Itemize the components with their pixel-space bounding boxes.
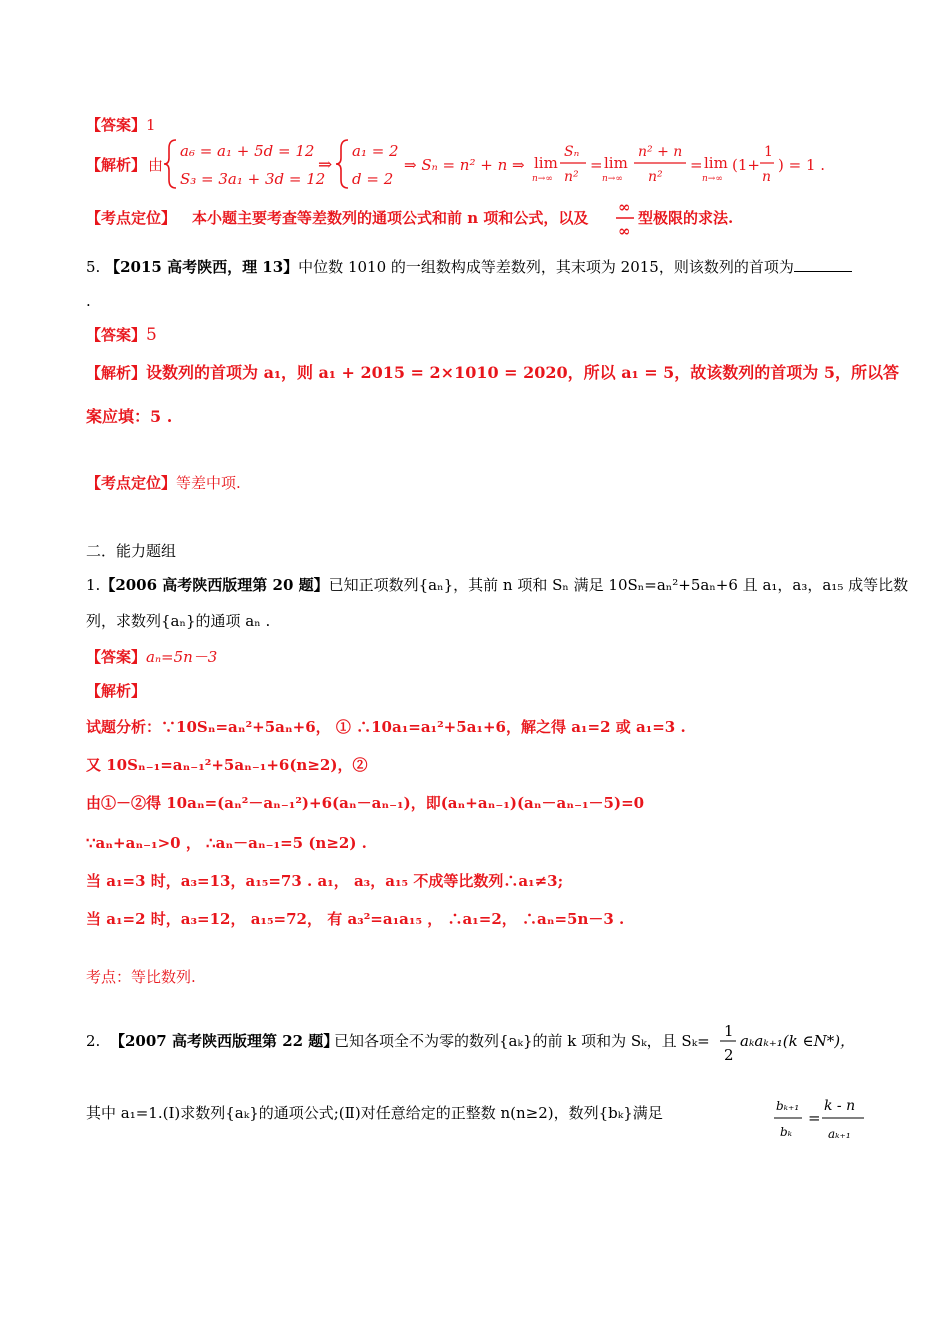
q2-text1-tail: aₖaₖ₊₁(k ∈N*)， — [740, 1032, 856, 1050]
q1-analysis-step: 当 a₁=3 时，a₃=13，a₁₅=73 . a₁， a₃，a₁₅ 不成等比数列∴a₁≠3; — [86, 872, 564, 890]
q5-kaodian-line — [86, 472, 890, 493]
analysis-line-1 — [86, 134, 886, 194]
kaodian-frac-num: ∞ — [618, 198, 631, 216]
section-title-text: 二．能力题组 — [86, 542, 177, 560]
left-brace-1 — [164, 140, 176, 188]
equals-2: = — [690, 156, 703, 174]
frac1-num: Sₙ — [564, 144, 580, 160]
frac2-num: n² + n — [638, 144, 683, 160]
kaodian-frac-den: ∞ — [618, 222, 631, 240]
frac2-den: n² — [648, 169, 663, 185]
q1-kaodian: 考点：等比数列. — [86, 968, 196, 986]
q1-answer-line — [86, 646, 890, 667]
answer-value: 1 — [146, 116, 156, 134]
q5-analysis-tag: 【解析】 — [86, 364, 147, 382]
frac3-den: n — [762, 169, 772, 185]
lim-word-1: lim — [534, 154, 558, 172]
q1-analysis-step: 由①－②得 10aₙ=(aₙ²－aₙ₋₁²)+6(aₙ－aₙ₋₁)，即(aₙ+aₙ₋₁)(aₙ－aₙ₋₁－5)=0 — [86, 794, 645, 812]
q5-source: 【2015 高考陕西，理 13】 — [105, 258, 299, 276]
q1-analysis-tag: 【解析】 — [86, 682, 147, 700]
q5-analysis-text1: 设数列的首项为 a₁，则 a₁ + 2015 = 2×1010 = 2020，所以 a₁ = 5，故该数列的首项为 5，所以答 — [146, 363, 900, 382]
q2-formula-1 — [86, 1020, 886, 1070]
q1-stem-line2 — [86, 610, 890, 631]
q1-analysis-step: 当 a₁=2 时，a₃=12， a₁₅=72， 有 a₃²=a₁a₁₅ ， ∴a₁=2， ∴aₙ=5n－3 . — [86, 910, 625, 928]
implies-arrow-1: ⇒ — [318, 155, 333, 175]
q2-frac-left-num: bₖ₊₁ — [776, 1099, 800, 1113]
lim-sub-2: n→∞ — [602, 174, 623, 184]
q2-text1: 已知各项全不为零的数列{aₖ}的前 k 项和为 Sₖ，且 Sₖ= — [334, 1032, 710, 1050]
analysis-tag: 【解析】 — [86, 156, 147, 174]
q5-kaodian-text: 等差中项. — [176, 474, 241, 492]
kaodian-formula — [86, 196, 866, 244]
q1-analysis-step: 试题分析：∵10Sₙ=aₙ²+5aₙ+6， ① ∴10a₁=a₁²+5a₁+6，解之得 a₁=2 或 a₁=3 . — [86, 718, 686, 736]
q2-frac-right-den: aₖ₊₁ — [828, 1127, 851, 1141]
section-title — [86, 540, 890, 561]
q5-analysis-line2 — [86, 404, 890, 427]
kaodian-tail: 型极限的求法. — [638, 209, 734, 227]
lim-word-2: lim — [604, 154, 628, 172]
kaodian-tag: 【考点定位】 — [86, 209, 177, 227]
q1-analysis-step: 又 10Sₙ₋₁=aₙ₋₁²+5aₙ₋₁+6(n≥2)，② — [86, 756, 368, 774]
kaodian-line-1 — [86, 196, 866, 244]
q2-frac-left-den: bₖ — [780, 1125, 793, 1139]
answer-tag: 【答案】 — [86, 116, 147, 134]
q5-number: 5. — [86, 258, 101, 276]
q2-half-den: 2 — [724, 1046, 734, 1064]
q2-stem-line1 — [86, 1020, 886, 1070]
q2-source: 【2007 高考陕西版理第 22 题】 — [110, 1032, 339, 1050]
q5-answer-value: 5 — [146, 325, 157, 345]
sys1-eq1: a₆ = a₁ + 5d = 12 — [180, 142, 315, 160]
q2-formula-2 — [86, 1096, 886, 1152]
q5-dot: . — [86, 292, 91, 310]
q1-analysis-tag-line — [86, 680, 890, 701]
q5-analysis-line1 — [86, 360, 900, 383]
sys2-eq1: a₁ = 2 — [352, 142, 399, 160]
q5-analysis-text2: 案应填：5 . — [86, 407, 173, 426]
q5-answer-line — [86, 324, 890, 345]
lim-sub-3: n→∞ — [702, 174, 723, 184]
q1-source: 【2006 高考陕西版理第 20 题】 — [100, 576, 329, 594]
frac1-den: n² — [564, 169, 579, 185]
q1-analysis-step: ∵aₙ+aₙ₋₁>0 ， ∴aₙ－aₙ₋₁=5 (n≥2) . — [86, 834, 367, 852]
lim-word-3: lim — [704, 154, 728, 172]
q5-dot-line — [86, 292, 890, 310]
lim-sub-1: n→∞ — [532, 174, 553, 184]
q2-stem-line2 — [86, 1096, 886, 1152]
q5-text: 中位数 1010 的一组数构成等差数列，其末项为 2015，则该数列的首项为 — [298, 258, 794, 276]
sys2-eq2: d = 2 — [352, 170, 394, 188]
q1-text1: 已知正项数列{aₙ}，其前 n 项和 Sₙ 满足 10Sₙ=aₙ²+5aₙ+6 且 a₁，a₃，a₁₅ 成等比数 — [328, 576, 909, 594]
q2-number: 2. — [86, 1032, 101, 1050]
paren-left: (1+ — [732, 156, 760, 174]
frac3-num: 1 — [764, 144, 773, 160]
q5-answer-tag: 【答案】 — [86, 326, 147, 344]
left-brace-2 — [336, 140, 348, 188]
q1-stem-line1 — [86, 574, 909, 595]
q2-half-num: 1 — [724, 1022, 734, 1040]
q5-stem — [86, 256, 890, 277]
q2-eq: = — [808, 1109, 821, 1127]
sn-expression: ⇒ Sₙ = n² + n ⇒ — [404, 156, 525, 174]
q2-frac-right-num: k - n — [824, 1098, 856, 1114]
kaodian-text: 本小题主要考查等差数列的通项公式和前 n 项和公式，以及 — [192, 209, 589, 227]
q1-answer-value: aₙ=5n－3 — [146, 648, 218, 666]
analysis-formula — [86, 134, 886, 194]
q1-text2: 列，求数列{aₙ}的通项 aₙ . — [86, 612, 271, 630]
sys1-eq2: S₃ = 3a₁ + 3d = 12 — [180, 170, 326, 188]
paren-right: ) = 1 . — [778, 156, 826, 174]
analysis-you: 由 — [148, 156, 164, 174]
equals-1: = — [590, 156, 603, 174]
q2-text2: 其中 a₁=1.(Ⅰ)求数列{aₖ}的通项公式;(Ⅱ)对任意给定的正整数 n(n≥2)，数列{bₖ}满足 — [86, 1104, 663, 1122]
q1-number: 1. — [86, 576, 101, 594]
answer-line-1 — [86, 114, 890, 135]
q1-answer-tag: 【答案】 — [86, 648, 147, 666]
q5-blank — [794, 257, 852, 272]
q5-kaodian-tag: 【考点定位】 — [86, 474, 177, 492]
